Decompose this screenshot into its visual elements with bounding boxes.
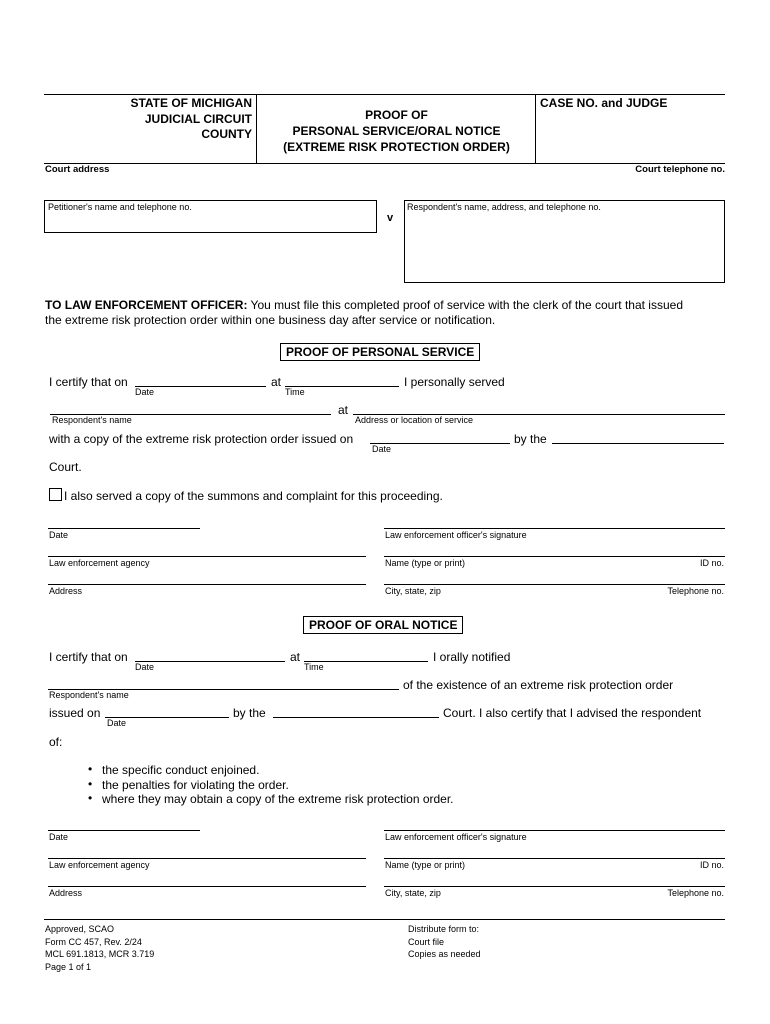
ps-sig-city-field[interactable]	[384, 584, 725, 585]
summons-text: I also served a copy of the summons and complaint for this proceeding.	[64, 489, 443, 503]
on-sig-date-field[interactable]	[48, 830, 200, 831]
on-sig-telephone-label: Telephone no.	[667, 888, 724, 898]
on-sig-city-field[interactable]	[384, 886, 725, 887]
on-of: of:	[49, 735, 63, 749]
ps-respondent-name-label: Respondent's name	[52, 415, 132, 425]
on-date-field[interactable]	[135, 661, 285, 662]
on-issued-on: issued on	[49, 706, 101, 720]
on-sig-id-label: ID no.	[699, 860, 724, 870]
court-phone-label: Court telephone no.	[635, 164, 725, 175]
ps-sig-agency-field[interactable]	[48, 556, 366, 557]
ps-court: Court.	[49, 460, 82, 474]
footer-court-file: Court file	[408, 936, 445, 947]
ps-date-label: Date	[135, 387, 155, 397]
footer-rule	[44, 919, 725, 920]
case-no-label: CASE NO. and JUDGE	[540, 96, 668, 110]
law-enforcement-notice	[45, 298, 745, 328]
ps-personally-served: I personally served	[404, 375, 505, 389]
bullet-item-1: the specific conduct enjoined.	[102, 763, 260, 777]
petitioner-label: Petitioner's name and telephone no.	[48, 202, 192, 212]
court-state: STATE OF MICHIGAN	[130, 96, 252, 110]
footer-page: Page 1 of 1	[45, 961, 92, 972]
on-orally-notified: I orally notified	[433, 650, 511, 664]
on-certify-on: I certify that on	[49, 650, 128, 664]
notice-bold: TO LAW ENFORCEMENT OFFICER:	[45, 298, 248, 312]
footer-copies: Copies as needed	[408, 949, 481, 959]
footer-left	[45, 923, 154, 973]
petitioner-box[interactable]	[44, 200, 377, 233]
bullet-dot-3: •	[88, 791, 93, 805]
ps-copy-issued-on: with a copy of the extreme risk protection order issued on	[49, 432, 354, 446]
ps-sig-date-label: Date	[49, 530, 69, 540]
ps-sig-name-label: Name (type or print)	[385, 558, 466, 568]
on-sig-agency-label: Law enforcement agency	[49, 860, 150, 870]
on-issue-date-label: Date	[107, 718, 127, 728]
form-title	[258, 107, 535, 155]
notice-text-2: the extreme risk protection order within one business day after service or notification.	[45, 313, 496, 327]
on-sig-name-field[interactable]	[384, 858, 725, 859]
ps-sig-date-field[interactable]	[48, 528, 200, 529]
form-title-line-1: PROOF OF	[365, 108, 428, 122]
on-sig-address-label: Address	[49, 888, 83, 898]
court-address-label: Court address	[45, 164, 110, 175]
form-title-line-3: (EXTREME RISK PROTECTION ORDER)	[283, 140, 510, 154]
on-respondent-name-label: Respondent's name	[49, 690, 129, 700]
oral-notice-heading: PROOF OF ORAL NOTICE	[303, 616, 463, 634]
ps-at-2: at	[338, 403, 349, 417]
notice-text-1: You must file this completed proof of service with the clerk of the court that issued	[247, 298, 683, 312]
ps-certify-on: I certify that on	[49, 375, 128, 389]
ps-address-label: Address or location of service	[355, 415, 474, 425]
ps-sig-name-field[interactable]	[384, 556, 725, 557]
on-sig-signature-label: Law enforcement officer's signature	[385, 832, 527, 842]
on-time-label: Time	[304, 662, 324, 672]
versus-label: v	[387, 212, 394, 224]
on-date-label: Date	[135, 662, 155, 672]
on-existence: of the existence of an extreme risk protection order	[403, 678, 674, 692]
on-by-the: by the	[233, 706, 266, 720]
ps-sig-id-label: ID no.	[699, 558, 724, 568]
on-sig-name-label: Name (type or print)	[385, 860, 466, 870]
ps-date-field[interactable]	[135, 386, 266, 387]
ps-sig-signature-label: Law enforcement officer's signature	[385, 530, 527, 540]
bullet-item-3: where they may obtain a copy of the extreme risk protection order.	[102, 792, 454, 806]
bullet-dot-1: •	[88, 762, 93, 776]
court-name-block	[60, 96, 252, 143]
summons-checkbox[interactable]	[49, 488, 62, 501]
on-sig-agency-field[interactable]	[48, 858, 366, 859]
footer-distribute: Distribute form to:	[408, 924, 480, 934]
respondent-box[interactable]	[404, 200, 725, 283]
footer-right	[408, 923, 481, 961]
respondent-label: Respondent's name, address, and telephone no.	[407, 202, 601, 212]
ps-sig-address-field[interactable]	[48, 584, 366, 585]
on-at: at	[290, 650, 301, 664]
on-sig-date-label: Date	[49, 832, 69, 842]
footer-statute: MCL 691.1813, MCR 3.719	[45, 949, 155, 959]
footer-approved: Approved, SCAO	[45, 924, 115, 934]
header-divider-1	[256, 94, 257, 163]
on-sig-address-field[interactable]	[48, 886, 366, 887]
on-court-field[interactable]	[273, 717, 439, 718]
ps-issue-date-label: Date	[372, 444, 392, 454]
court-circuit: JUDICIAL CIRCUIT	[144, 111, 252, 126]
ps-sig-agency-label: Law enforcement agency	[49, 558, 150, 568]
header-top-rule	[44, 94, 725, 95]
on-sig-city-label: City, state, zip	[385, 888, 441, 898]
court-county: COUNTY	[201, 127, 252, 141]
bullet-dot-2: •	[88, 777, 93, 791]
bullet-item-2: the penalties for violating the order.	[102, 778, 289, 792]
on-court-advised: Court. I also certify that I advised the respondent	[443, 706, 702, 720]
ps-at: at	[271, 375, 282, 389]
header-divider-2	[535, 94, 536, 163]
ps-sig-address-label: Address	[49, 586, 83, 596]
ps-by-the: by the	[514, 432, 547, 446]
form-title-line-2: PERSONAL SERVICE/ORAL NOTICE	[292, 124, 501, 138]
ps-court-field[interactable]	[552, 443, 724, 444]
footer-form-number: Form CC 457, Rev. 2/24	[45, 936, 142, 947]
ps-sig-city-label: City, state, zip	[385, 586, 441, 596]
on-sig-signature-field[interactable]	[384, 830, 725, 831]
ps-sig-telephone-label: Telephone no.	[667, 586, 724, 596]
personal-service-heading: PROOF OF PERSONAL SERVICE	[280, 343, 480, 361]
ps-time-label: Time	[285, 387, 305, 397]
ps-sig-signature-field[interactable]	[384, 528, 725, 529]
